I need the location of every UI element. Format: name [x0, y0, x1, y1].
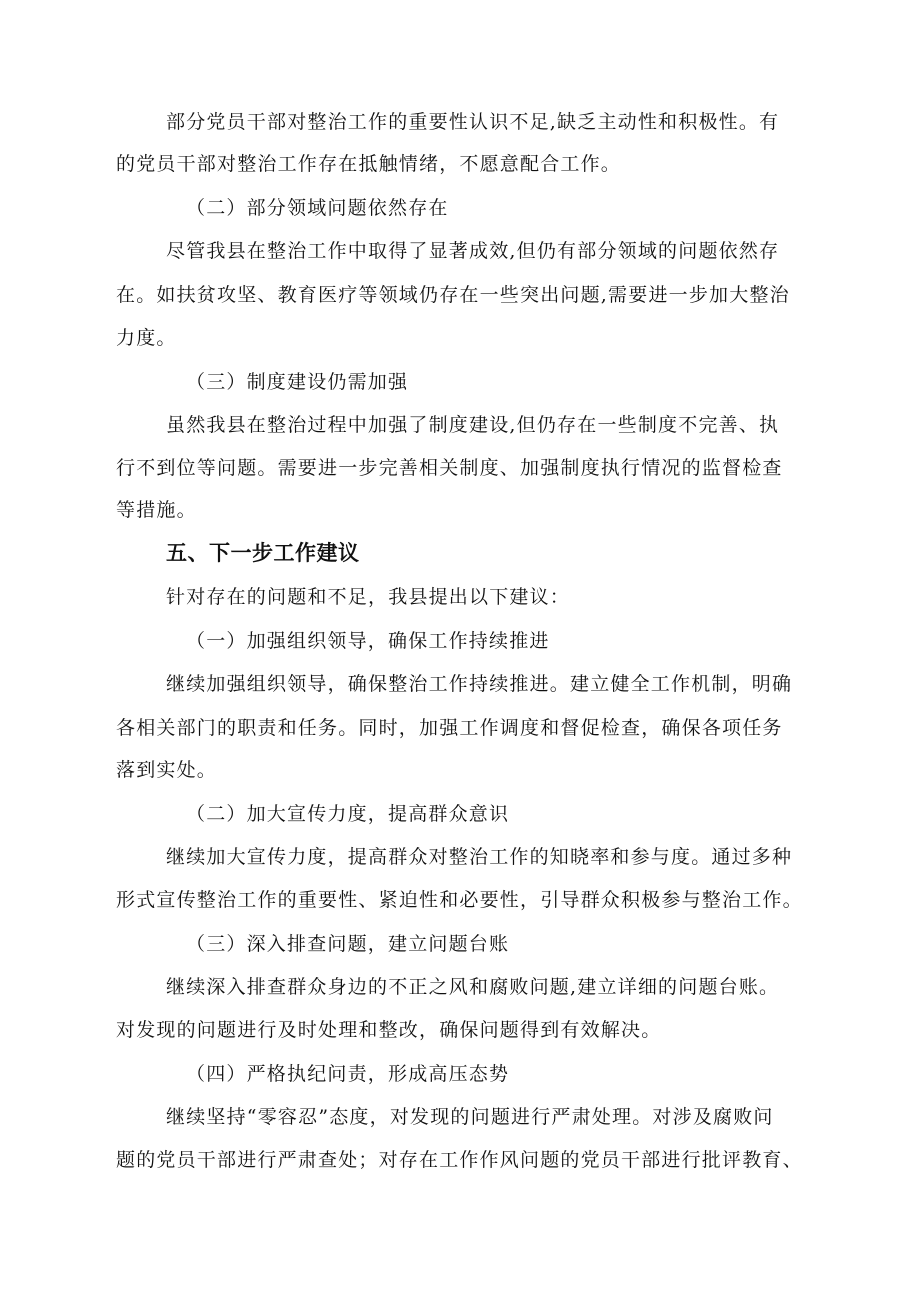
body-line: 尽管我县在整治工作中取得了显著成效,但仍有部分领域的问题依然存	[166, 240, 780, 262]
body-line: 继续加强组织领导，确保整治工作持续推进。建立健全工作机制，明确	[166, 673, 793, 695]
body-line: 虽然我县在整治过程中加强了制度建设,但仍存在一些制度不完善、执	[166, 414, 780, 436]
body-line: 力度。	[116, 327, 177, 349]
body-line: 形式宣传整治工作的重要性、紧迫性和必要性，引导群众积极参与整治工作。	[116, 889, 803, 911]
body-line: 各相关部门的职责和任务。同时，加强工作调度和督促检查，确保各项任务	[116, 717, 783, 739]
section-heading: 五、下一步工作建议	[166, 541, 360, 565]
body-line: 部分党员干部对整治工作的重要性认识不足,缺乏主动性和积极性。有	[166, 111, 780, 133]
body-line: 行不到位等问题。需要进一步完善相关制度、加强制度执行情况的监督检查	[116, 457, 783, 479]
subheading: （二）加大宣传力度，提高群众意识	[186, 803, 510, 825]
body-line: 在。如扶贫攻坚、教育医疗等领域仍存在一些突出问题,需要进一步加大整治	[116, 284, 790, 306]
body-line: 对发现的问题进行及时处理和整改，确保问题得到有效解决。	[116, 1019, 662, 1041]
body-line: 继续加大宣传力度，提高群众对整治工作的知晓率和参与度。通过多种	[166, 846, 793, 868]
body-line: 题的党员干部进行严肃查处；对存在工作作风问题的党员干部进行批评教育、	[116, 1149, 803, 1171]
subheading: （四）严格执纪问责，形成高压态势	[186, 1063, 510, 1085]
subheading: （一）加强组织领导，确保工作持续推进	[186, 630, 550, 652]
subheading: （三）深入排查问题，建立问题台账	[186, 933, 510, 955]
subheading: （二）部分领域问题依然存在	[186, 197, 449, 219]
body-line: 落到实处。	[116, 759, 218, 781]
body-line: 的党员干部对整治工作存在抵触情绪，不愿意配合工作。	[116, 153, 622, 175]
subheading: （三）制度建设仍需加强	[186, 371, 409, 393]
body-line: 针对存在的问题和不足，我县提出以下建议：	[166, 586, 571, 608]
body-line: 继续深入排查群众身边的不正之风和腐败问题,建立详细的问题台账。	[166, 976, 780, 998]
body-line: 等措施。	[116, 499, 197, 521]
body-line: 继续坚持“零容忍”态度，对发现的问题进行严肃处理。对涉及腐败问	[166, 1106, 774, 1128]
